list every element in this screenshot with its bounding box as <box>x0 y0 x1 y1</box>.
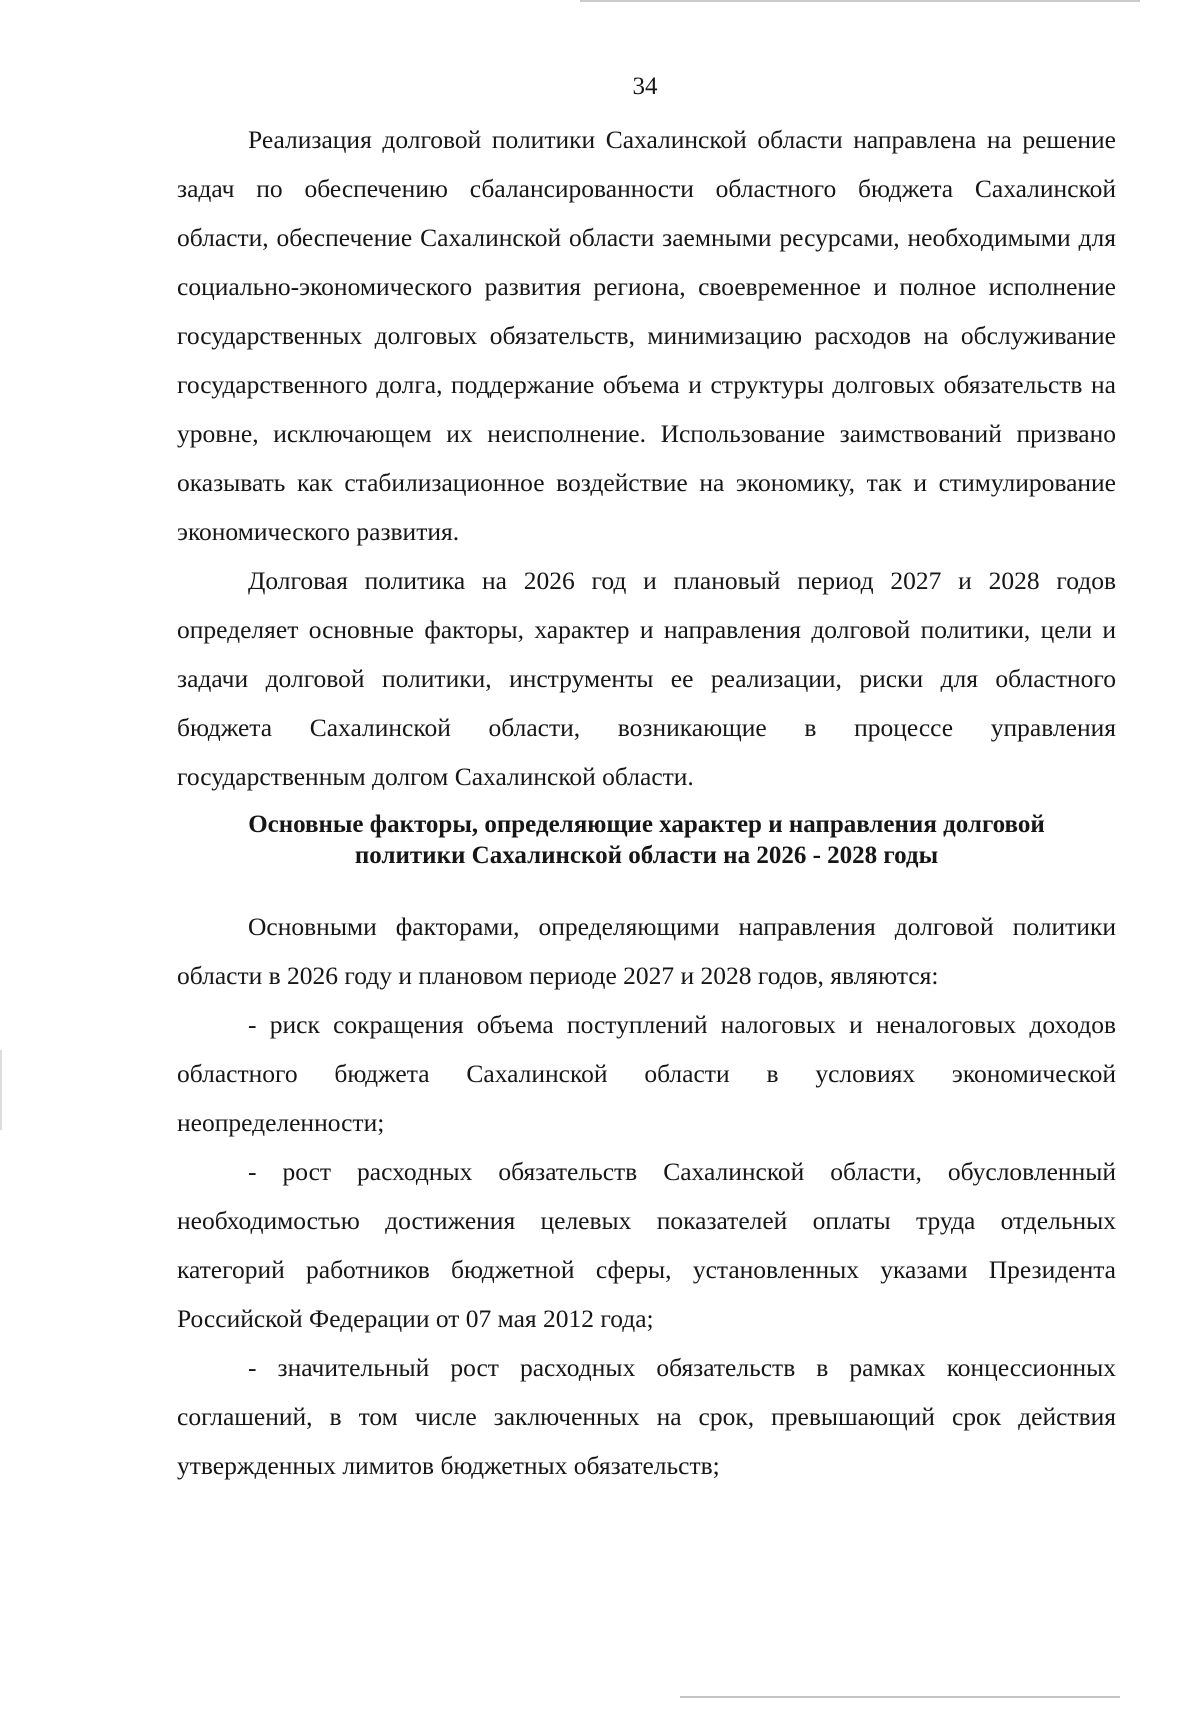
scan-edge-bottom <box>680 1696 1120 1698</box>
section-heading-line-1: Основные факторы, определяющие характер и направления долговой <box>248 811 1045 838</box>
list-item-factor-1: - риск сокращения объема поступлений налоговых и неналоговых доходов областного бюджета Сахалинской области в условиях экономической неопределенности; <box>177 1010 1116 1137</box>
paragraph-debt-policy-scope: Долговая политика на 2026 год и плановый период 2027 и 2028 годов определяет основные факторы, характер и направления долговой политики, цели и задачи долговой политики, инструменты ее реализации, риски для областного бюджета Сахалинской области, возникающие в процессе управления государственным долгом Сахалинской области. <box>177 566 1116 791</box>
scan-edge-top <box>580 0 1140 2</box>
page-number: 34 <box>632 73 658 100</box>
scan-edge-left <box>0 1050 2 1130</box>
list-item-factor-3: - значительный рост расходных обязательств в рамках концессионных соглашений, в том числе заключенных на срок, превышающий срок действия утвержденных лимитов бюджетных обязательств; <box>177 1353 1116 1480</box>
document-body <box>177 115 1116 1490</box>
section-heading <box>177 809 1116 871</box>
paragraph-debt-policy-implementation: Реализация долговой политики Сахалинской области направлена на решение задач по обеспечению сбалансированности областного бюджета Сахалинской области, обеспечение Сахалинской области заемными ресурсами, необходимыми для социально-экономического развития региона, своевременное и полное исполнение государственных долговых обязательств, минимизацию расходов на обслуживание государственного долга, поддержание объема и структуры долговых обязательств на уровне, исключающем их неисполнение. Использование заимствований призвано оказывать как стабилизационное воздействие на экономику, так и стимулирование экономического развития. <box>177 125 1116 546</box>
paragraph-factors-intro: Основными факторами, определяющими направления долговой политики области в 2026 году и плановом периоде 2027 и 2028 годов, являются: <box>177 912 1116 990</box>
section-heading-line-2: политики Сахалинской области на 2026 - 2028 годы <box>354 842 939 869</box>
list-item-factor-2: - рост расходных обязательств Сахалинской области, обусловленный необходимостью достижения целевых показателей оплаты труда отдельных категорий работников бюджетной сферы, установленных указами Президента Российской Федерации от 07 мая 2012 года; <box>177 1157 1116 1333</box>
